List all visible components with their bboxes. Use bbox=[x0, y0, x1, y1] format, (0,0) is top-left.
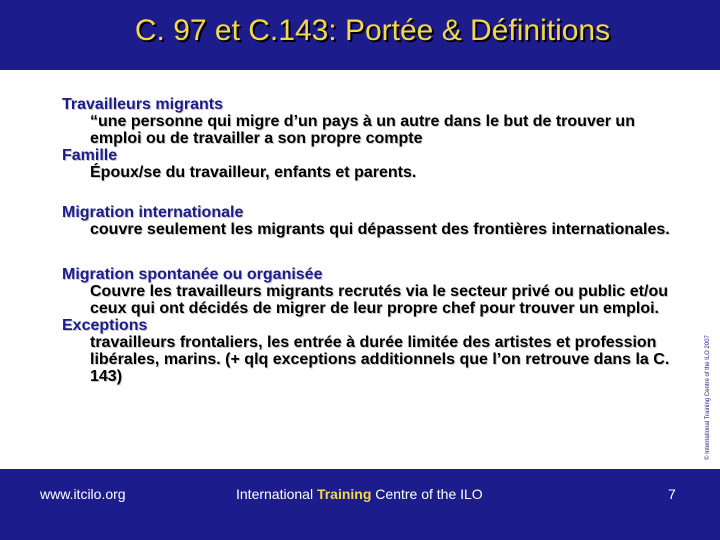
section-text: “une personne qui migre d’un pays à un autre dans le but de trouver un emploi ou de travailler a son propre compte bbox=[90, 113, 635, 147]
footer-org-prefix: International bbox=[236, 486, 317, 502]
section-text: travailleurs frontaliers, les entrée à durée limitée des artistes et profession libérales, marins. (+ qlq exceptions additionnels que l’on retrouve dans la C. 143) bbox=[90, 334, 670, 385]
footer-org-suffix: Centre of the ILO bbox=[371, 486, 483, 502]
section-migration-spontanee bbox=[62, 266, 682, 317]
section-heading: Exceptions bbox=[62, 317, 148, 334]
section-famille bbox=[62, 147, 682, 181]
section-text: Couvre les travailleurs migrants recrutés via le secteur privé ou public et/ou ceux qui ont décidés de migrer de leur propre chef pour trouver un emploi. bbox=[90, 283, 668, 317]
footer-url: www.itcilo.org bbox=[40, 486, 126, 502]
footer-bar bbox=[0, 469, 720, 540]
section-exceptions bbox=[62, 317, 682, 385]
slide-body bbox=[62, 96, 682, 385]
copyright-note: © International Training Centre of the ILO 2007 bbox=[705, 335, 711, 460]
section-migration-internationale bbox=[62, 204, 682, 238]
section-text: Époux/se du travailleur, enfants et parents. bbox=[90, 164, 417, 181]
section-heading: Famille bbox=[62, 147, 118, 164]
section-heading: Travailleurs migrants bbox=[62, 96, 223, 113]
section-text: couvre seulement les migrants qui dépassent des frontières internationales. bbox=[90, 221, 670, 238]
title-bar bbox=[0, 0, 720, 70]
footer-organization bbox=[236, 486, 483, 502]
page-number: 7 bbox=[668, 486, 676, 502]
slide-title: C. 97 et C.143: Portée & Définitions bbox=[134, 14, 611, 47]
section-travailleurs-migrants bbox=[62, 96, 682, 147]
section-heading: Migration spontanée ou organisée bbox=[62, 266, 323, 283]
section-heading: Migration internationale bbox=[62, 204, 244, 221]
footer-org-highlight: Training bbox=[316, 486, 372, 502]
